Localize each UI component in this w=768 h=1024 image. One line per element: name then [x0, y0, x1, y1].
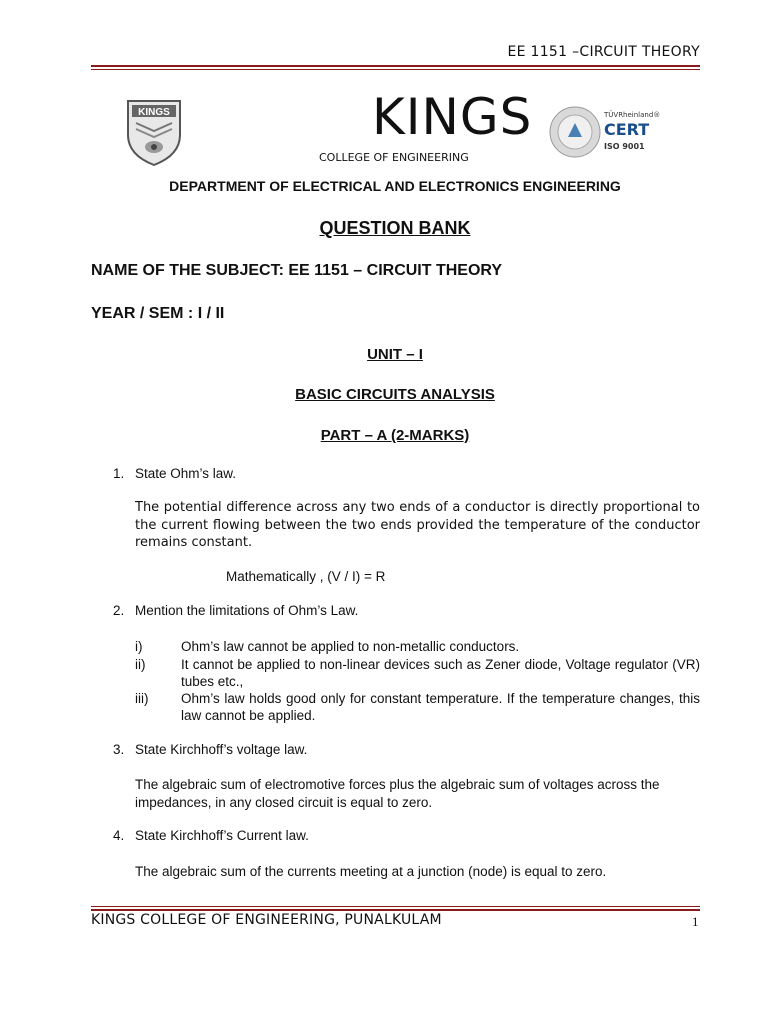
footer-text: KINGS COLLEGE OF ENGINEERING, PUNALKULAM: [91, 912, 442, 928]
answer-4: The algebraic sum of the currents meeting at a junction (node) is equal to zero.: [135, 864, 607, 879]
list-item: [135, 690, 700, 724]
svg-text:CERT: CERT: [604, 120, 650, 139]
brand-name: KINGS: [372, 88, 533, 146]
unit-heading: UNIT – I: [367, 346, 423, 363]
document-title: QUESTION BANK: [319, 218, 471, 238]
year-sem-label: YEAR / SEM: [91, 305, 184, 322]
question-3: [113, 742, 307, 757]
question-text: Mention the limitations of Ohm’s Law.: [135, 603, 359, 618]
list-item-text: It cannot be applied to non-linear devices such as Zener diode, Voltage regulator (VR) tubes etc.,: [181, 657, 700, 689]
department-heading: DEPARTMENT OF ELECTRICAL AND ELECTRONICS ENGINEERING: [169, 178, 621, 194]
question-text: State Ohm’s law.: [135, 466, 237, 481]
svg-text:TÜVRheinland®: TÜVRheinland®: [604, 111, 660, 119]
question-number: 1.: [113, 466, 125, 481]
footer-rule-thick: [91, 909, 700, 911]
answer-1: The potential difference across any two ends of a conductor is directly proportional to the current flowing between the two ends provided the temperature of the conductor remains constant.: [135, 500, 700, 550]
list-item: [135, 656, 700, 690]
question-text: State Kirchhoff’s voltage law.: [135, 742, 308, 757]
page-number: 1: [692, 914, 699, 929]
subject-line: NAME OF THE SUBJECT: EE 1151 – CIRCUIT THEORY: [91, 262, 503, 279]
question-number: 3.: [113, 742, 125, 757]
year-sem-line: [91, 305, 224, 323]
list-item-text: Ohm’s law holds good only for constant temperature. If the temperature changes, this law cannot be applied.: [181, 691, 700, 723]
svg-text:KINGS: KINGS: [138, 107, 170, 118]
question-number: 2.: [113, 603, 125, 618]
question-number: 4.: [113, 828, 125, 843]
footer-rule-thin: [91, 906, 700, 907]
list-item-text: Ohm’s law cannot be applied to non-metallic conductors.: [181, 639, 520, 654]
list-item: [135, 638, 700, 656]
list-marker: ii): [135, 657, 146, 672]
year-sem-value: : I / II: [187, 305, 225, 322]
question-4: [113, 828, 309, 843]
college-crest-logo: [124, 97, 184, 167]
header-rule-thin: [91, 69, 700, 70]
unit-title: BASIC CIRCUITS ANALYSIS: [295, 386, 495, 403]
question-2: [113, 603, 358, 618]
formula: Mathematically , (V / I) = R: [226, 569, 386, 584]
brand-subtitle: COLLEGE OF ENGINEERING: [319, 151, 469, 164]
question-text: State Kirchhoff’s Current law.: [135, 828, 309, 843]
running-header: EE 1151 –CIRCUIT THEORY: [507, 44, 700, 60]
svg-text:ISO 9001: ISO 9001: [604, 142, 645, 151]
part-heading: PART – A (2-MARKS): [320, 427, 470, 444]
list-marker: iii): [135, 691, 149, 706]
question-1: [113, 466, 236, 481]
list-marker: i): [135, 639, 143, 654]
iso-cert-badge: [548, 105, 660, 159]
header-rule-thick: [91, 65, 700, 67]
answer-3: The algebraic sum of electromotive forces plus the algebraic sum of voltages across the impedances, in any closed circuit is equal to zero.: [135, 777, 660, 810]
